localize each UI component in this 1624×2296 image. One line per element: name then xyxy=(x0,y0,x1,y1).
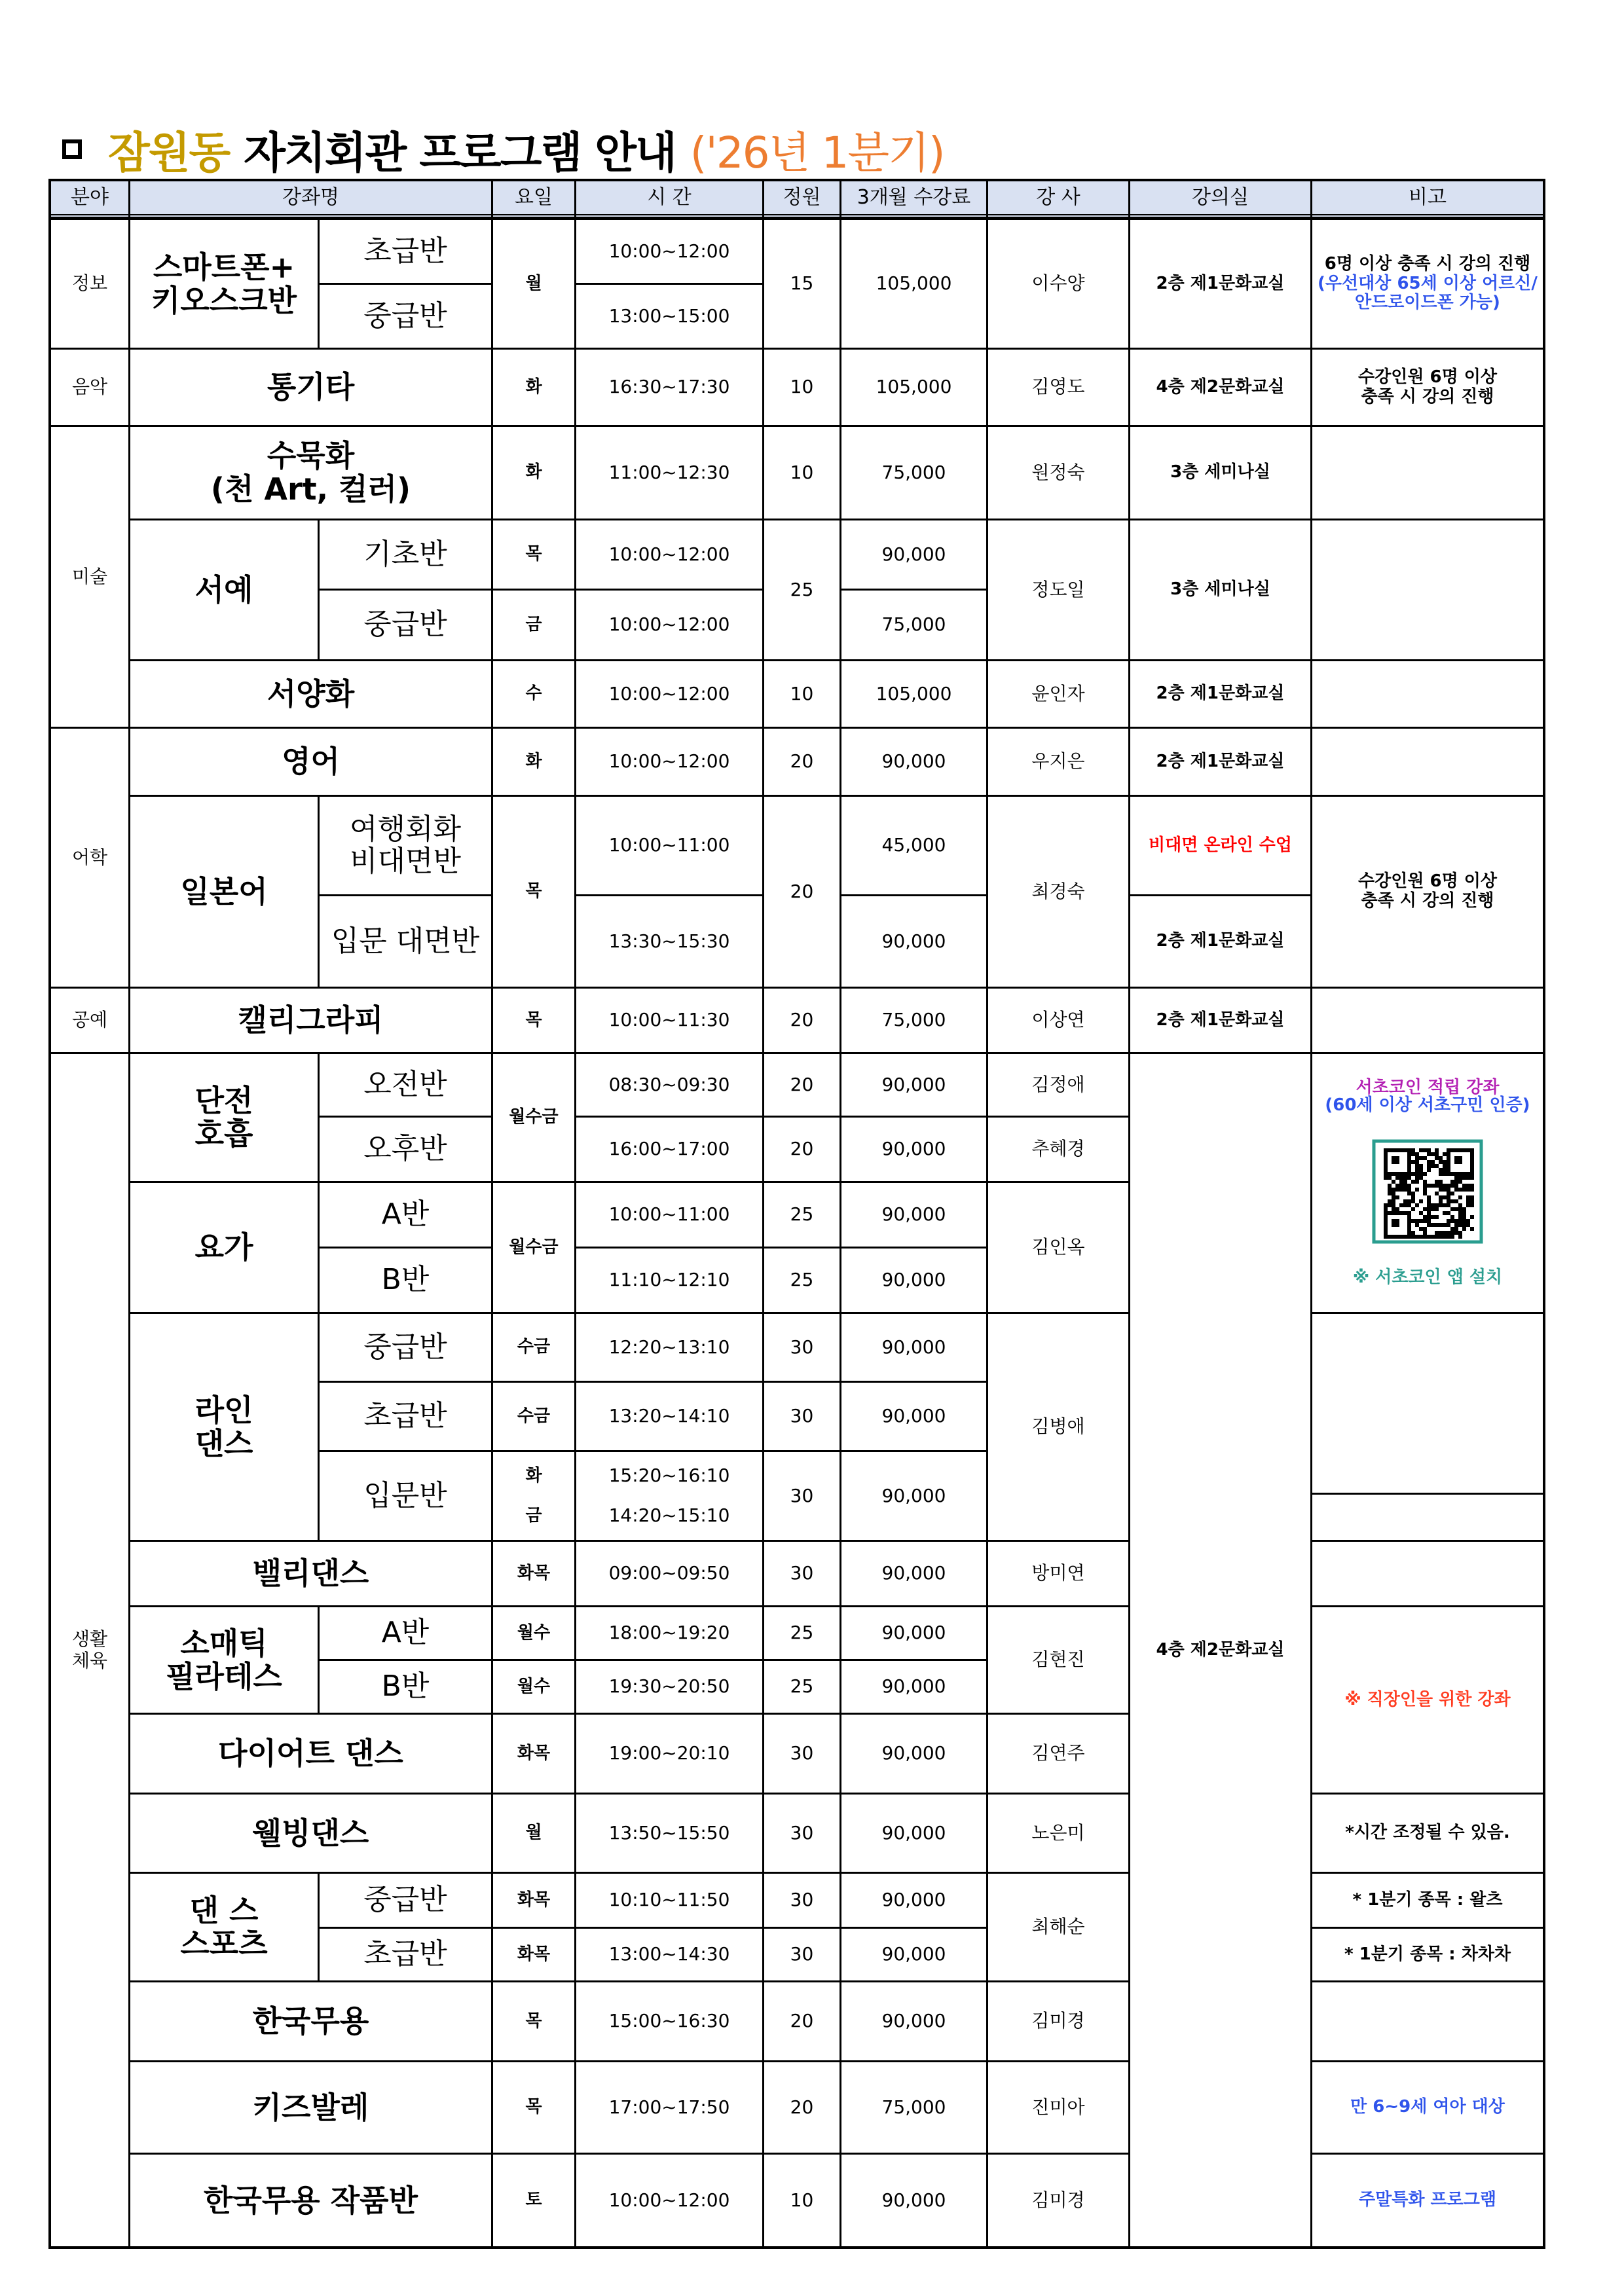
course-level: 기초반 xyxy=(320,520,491,589)
course-capacity: 20 xyxy=(764,989,840,1052)
course-time: 10:00~11:30 xyxy=(576,989,762,1052)
course-capacity: 30 xyxy=(764,1929,840,1980)
course-note xyxy=(1312,1495,1543,1540)
course-time: 10:00~12:00 xyxy=(576,220,762,283)
header-day: 요일 xyxy=(493,181,574,218)
course-time xyxy=(576,1452,762,1540)
course-level: 입문반 xyxy=(320,1452,491,1540)
title-main: 자치회관 프로그램 안내 xyxy=(244,128,676,178)
course-room: 3층 세미나실 xyxy=(1130,427,1310,519)
course-note xyxy=(1312,729,1543,795)
course-fee: 90,000 xyxy=(841,1874,986,1927)
course-level: 오후반 xyxy=(320,1118,491,1181)
course-room: 2층 제1문화교실 xyxy=(1130,729,1310,795)
course-fee: 45,000 xyxy=(841,797,986,894)
course-level: 초급반 xyxy=(320,220,491,283)
course-day: 화목 xyxy=(493,1542,574,1605)
square-bullet-icon xyxy=(62,139,82,159)
course-day: 월수금 xyxy=(493,1054,574,1181)
field-cell: 생활 체육 xyxy=(51,1054,128,2246)
course-teacher: 최해순 xyxy=(988,1874,1128,1980)
course-capacity: 25 xyxy=(764,1661,840,1713)
course-name: 일본어 xyxy=(130,797,318,987)
course-day xyxy=(493,1452,574,1540)
course-note: 만 6~9세 여아 대상 xyxy=(1312,2062,1543,2153)
course-note xyxy=(1312,1314,1543,1493)
course-note xyxy=(1312,1542,1543,1605)
seocho-coin-title: 서초코인 적립 강좌 xyxy=(1356,1077,1500,1097)
course-level: A반 xyxy=(320,1183,491,1247)
course-time: 15:00~16:30 xyxy=(576,1982,762,2060)
course-time: 19:00~20:10 xyxy=(576,1715,762,1793)
course-time: 10:00~12:00 xyxy=(576,661,762,727)
field-cell: 미술 xyxy=(51,427,128,727)
course-day: 목 xyxy=(493,797,574,987)
course-time: 10:00~11:00 xyxy=(576,797,762,894)
course-fee: 90,000 xyxy=(841,1929,986,1980)
course-note xyxy=(1312,661,1543,727)
course-fee: 75,000 xyxy=(841,591,986,659)
header-course: 강좌명 xyxy=(130,181,491,218)
header-field: 분야 xyxy=(51,181,128,218)
course-teacher: 원정숙 xyxy=(988,427,1128,519)
course-time: 16:30~17:30 xyxy=(576,350,762,425)
course-level: 오전반 xyxy=(320,1054,491,1116)
course-time: 10:00~12:00 xyxy=(576,2155,762,2246)
course-capacity: 15 xyxy=(764,220,840,348)
qr-code-icon[interactable] xyxy=(1372,1139,1483,1244)
course-time: 13:00~14:30 xyxy=(576,1929,762,1980)
course-day: 화목 xyxy=(493,1715,574,1793)
course-level: A반 xyxy=(320,1607,491,1659)
course-level: 중급반 xyxy=(320,1874,491,1927)
header-teacher: 강 사 xyxy=(988,181,1128,218)
course-teacher: 이상연 xyxy=(988,989,1128,1052)
course-fee: 90,000 xyxy=(841,1661,986,1713)
course-capacity: 30 xyxy=(764,1542,840,1605)
course-fee: 90,000 xyxy=(841,1795,986,1872)
course-time: 16:00~17:00 xyxy=(576,1118,762,1181)
course-fee: 90,000 xyxy=(841,1607,986,1659)
field-cell: 정보 xyxy=(51,220,128,348)
header-time: 시 간 xyxy=(576,181,762,218)
course-name: 스마트폰+ 키오스크반 xyxy=(130,220,318,348)
course-note: 주말특화 프로그램 xyxy=(1312,2155,1543,2246)
page-title xyxy=(62,118,944,180)
course-level: 여행회화 비대면반 xyxy=(320,797,491,894)
header-room: 강의실 xyxy=(1130,181,1310,218)
course-day: 월수 xyxy=(493,1607,574,1659)
course-day: 월 xyxy=(493,1795,574,1872)
course-room: 3층 세미나실 xyxy=(1130,520,1310,659)
course-day: 화 xyxy=(493,729,574,795)
course-room: 2층 제1문화교실 xyxy=(1130,896,1310,987)
course-capacity: 30 xyxy=(764,1715,840,1793)
course-note xyxy=(1312,1982,1543,2060)
course-level: 중급반 xyxy=(320,285,491,348)
course-time: 10:00~12:00 xyxy=(576,591,762,659)
course-fee: 90,000 xyxy=(841,1383,986,1450)
course-time: 13:20~14:10 xyxy=(576,1383,762,1450)
course-note: * 1분기 종목 : 왈츠 xyxy=(1312,1874,1543,1927)
course-room: 2층 제1문화교실 xyxy=(1130,989,1310,1052)
course-capacity: 25 xyxy=(764,1248,840,1312)
course-day: 화 xyxy=(493,427,574,519)
course-note xyxy=(1312,520,1543,659)
course-fee: 75,000 xyxy=(841,2062,986,2153)
course-name: 소매틱 필라테스 xyxy=(130,1607,318,1713)
course-room: 비대면 온라인 수업 xyxy=(1130,797,1310,894)
course-level: B반 xyxy=(320,1661,491,1713)
seocho-coin-subtitle: (60세 이상 서초구민 인증) xyxy=(1325,1095,1530,1115)
course-teacher: 추혜경 xyxy=(988,1118,1128,1181)
course-day: 수금 xyxy=(493,1383,574,1450)
course-capacity: 30 xyxy=(764,1874,840,1927)
course-capacity: 25 xyxy=(764,520,840,659)
course-time: 13:00~15:00 xyxy=(576,285,762,348)
course-name: 요가 xyxy=(130,1183,318,1312)
course-note: 수강인원 6명 이상 충족 시 강의 진행 xyxy=(1312,797,1543,987)
course-capacity: 20 xyxy=(764,729,840,795)
course-day: 목 xyxy=(493,2062,574,2153)
course-day: 수금 xyxy=(493,1314,574,1381)
course-time: 08:30~09:30 xyxy=(576,1054,762,1116)
course-fee: 105,000 xyxy=(841,220,986,348)
course-capacity: 10 xyxy=(764,2155,840,2246)
course-room: 4층 제2문화교실 xyxy=(1130,1054,1310,2246)
office-worker-note: ※ 직장인을 위한 강좌 xyxy=(1312,1607,1543,1793)
seocho-coin-install: ※ 서초코인 앱 설치 xyxy=(1352,1267,1503,1288)
course-name: 영어 xyxy=(130,729,491,795)
course-time: 10:00~12:00 xyxy=(576,729,762,795)
course-note xyxy=(1312,989,1543,1052)
course-teacher: 노은미 xyxy=(988,1795,1128,1872)
course-teacher: 정도일 xyxy=(988,520,1128,659)
course-time: 11:00~12:30 xyxy=(576,427,762,519)
course-time: 13:50~15:50 xyxy=(576,1795,762,1872)
course-teacher: 윤인자 xyxy=(988,661,1128,727)
course-capacity: 20 xyxy=(764,797,840,987)
course-note: *시간 조정될 수 있음. xyxy=(1312,1795,1543,1872)
course-teacher: 김인옥 xyxy=(988,1183,1128,1312)
header-capacity: 정원 xyxy=(764,181,840,218)
course-name: 서예 xyxy=(130,520,318,659)
course-teacher: 김미경 xyxy=(988,2155,1128,2246)
course-teacher: 최경숙 xyxy=(988,797,1128,987)
course-note: 수강인원 6명 이상 충족 시 강의 진행 xyxy=(1312,350,1543,425)
course-fee: 90,000 xyxy=(841,1314,986,1381)
note-line: (우선대상 65세 이상 어르신/ 안드로이드폰 가능) xyxy=(1318,273,1538,313)
field-cell: 어학 xyxy=(51,729,128,987)
day-line: 화 xyxy=(525,1465,542,1485)
title-place: 잠원동 xyxy=(108,128,230,178)
course-name: 키즈발레 xyxy=(130,2062,491,2153)
course-teacher: 우지은 xyxy=(988,729,1128,795)
course-name: 캘리그라피 xyxy=(130,989,491,1052)
course-level: 초급반 xyxy=(320,1383,491,1450)
course-day: 목 xyxy=(493,520,574,589)
course-level: 중급반 xyxy=(320,591,491,659)
course-fee: 105,000 xyxy=(841,350,986,425)
course-fee: 75,000 xyxy=(841,989,986,1052)
course-room: 2층 제1문화교실 xyxy=(1130,661,1310,727)
course-time: 11:10~12:10 xyxy=(576,1248,762,1312)
course-day: 월수 xyxy=(493,1661,574,1713)
course-name: 단전 호흡 xyxy=(130,1054,318,1181)
course-time: 18:00~19:20 xyxy=(576,1607,762,1659)
course-time: 10:10~11:50 xyxy=(576,1874,762,1927)
course-time: 17:00~17:50 xyxy=(576,2062,762,2153)
course-day: 금 xyxy=(493,591,574,659)
course-capacity: 20 xyxy=(764,1982,840,2060)
header-note: 비고 xyxy=(1312,181,1543,218)
course-fee: 105,000 xyxy=(841,661,986,727)
field-cell: 공예 xyxy=(51,989,128,1052)
course-capacity: 30 xyxy=(764,1383,840,1450)
course-note: * 1분기 종목 : 차차차 xyxy=(1312,1929,1543,1980)
course-capacity: 30 xyxy=(764,1314,840,1381)
field-cell: 음악 xyxy=(51,350,128,425)
course-teacher: 진미아 xyxy=(988,2062,1128,2153)
course-time: 10:00~11:00 xyxy=(576,1183,762,1247)
course-level: 초급반 xyxy=(320,1929,491,1980)
course-name: 수묵화 (천 Art, 컬러) xyxy=(130,427,491,519)
course-time: 09:00~09:50 xyxy=(576,1542,762,1605)
course-teacher: 김현진 xyxy=(988,1607,1128,1713)
course-name: 한국무용 xyxy=(130,1982,491,2060)
course-teacher: 김정애 xyxy=(988,1054,1128,1116)
course-name: 댄 스 스포츠 xyxy=(130,1874,318,1980)
course-teacher: 김영도 xyxy=(988,350,1128,425)
course-level: B반 xyxy=(320,1248,491,1312)
header-fee: 3개월 수강료 xyxy=(841,181,986,218)
course-teacher: 김연주 xyxy=(988,1715,1128,1793)
course-capacity: 30 xyxy=(764,1795,840,1872)
course-fee: 90,000 xyxy=(841,1183,986,1247)
course-room: 4층 제2문화교실 xyxy=(1130,350,1310,425)
course-day: 월수금 xyxy=(493,1183,574,1312)
day-line: 금 xyxy=(525,1505,542,1525)
course-level: 입문 대면반 xyxy=(320,896,491,987)
note-line: 6명 이상 충족 시 강의 진행 xyxy=(1324,253,1531,274)
course-teacher: 이수양 xyxy=(988,220,1128,348)
course-teacher: 김미경 xyxy=(988,1982,1128,2060)
course-day: 화 xyxy=(493,350,574,425)
course-fee: 90,000 xyxy=(841,1452,986,1540)
course-time: 10:00~12:00 xyxy=(576,520,762,589)
course-day: 토 xyxy=(493,2155,574,2246)
course-room: 2층 제1문화교실 xyxy=(1130,220,1310,348)
course-name: 웰빙댄스 xyxy=(130,1795,491,1872)
course-capacity: 10 xyxy=(764,661,840,727)
course-fee: 90,000 xyxy=(841,1054,986,1116)
course-time: 12:20~13:10 xyxy=(576,1314,762,1381)
course-capacity: 20 xyxy=(764,1118,840,1181)
course-fee: 90,000 xyxy=(841,2155,986,2246)
course-fee: 90,000 xyxy=(841,1248,986,1312)
course-name: 통기타 xyxy=(130,350,491,425)
course-day: 화목 xyxy=(493,1874,574,1927)
program-table xyxy=(48,179,1545,2249)
course-name: 서양화 xyxy=(130,661,491,727)
course-fee: 75,000 xyxy=(841,427,986,519)
title-period: ('26년 1분기) xyxy=(690,128,944,178)
course-time: 13:30~15:30 xyxy=(576,896,762,987)
time-line: 14:20~15:10 xyxy=(608,1504,730,1527)
course-name: 밸리댄스 xyxy=(130,1542,491,1605)
course-name: 한국무용 작품반 xyxy=(130,2155,491,2246)
time-line: 15:20~16:10 xyxy=(608,1465,730,1487)
course-fee: 90,000 xyxy=(841,1715,986,1793)
course-teacher: 김병애 xyxy=(988,1314,1128,1540)
seocho-coin-note xyxy=(1312,1054,1543,1312)
course-day: 화목 xyxy=(493,1929,574,1980)
course-name: 라인 댄스 xyxy=(130,1314,318,1540)
course-capacity: 25 xyxy=(764,1183,840,1247)
course-capacity: 20 xyxy=(764,1054,840,1116)
course-capacity: 10 xyxy=(764,427,840,519)
course-capacity: 30 xyxy=(764,1452,840,1540)
course-fee: 90,000 xyxy=(841,1982,986,2060)
course-fee: 90,000 xyxy=(841,896,986,987)
course-fee: 90,000 xyxy=(841,1542,986,1605)
course-day: 월 xyxy=(493,220,574,348)
course-day: 수 xyxy=(493,661,574,727)
course-day: 목 xyxy=(493,1982,574,2060)
course-teacher: 방미연 xyxy=(988,1542,1128,1605)
course-capacity: 20 xyxy=(764,2062,840,2153)
course-note xyxy=(1312,220,1543,348)
course-capacity: 25 xyxy=(764,1607,840,1659)
course-note xyxy=(1312,427,1543,519)
course-name: 다이어트 댄스 xyxy=(130,1715,491,1793)
course-fee: 90,000 xyxy=(841,520,986,589)
course-fee: 90,000 xyxy=(841,1118,986,1181)
course-day: 목 xyxy=(493,989,574,1052)
course-capacity: 10 xyxy=(764,350,840,425)
course-time: 19:30~20:50 xyxy=(576,1661,762,1713)
course-level: 중급반 xyxy=(320,1314,491,1381)
course-fee: 90,000 xyxy=(841,729,986,795)
